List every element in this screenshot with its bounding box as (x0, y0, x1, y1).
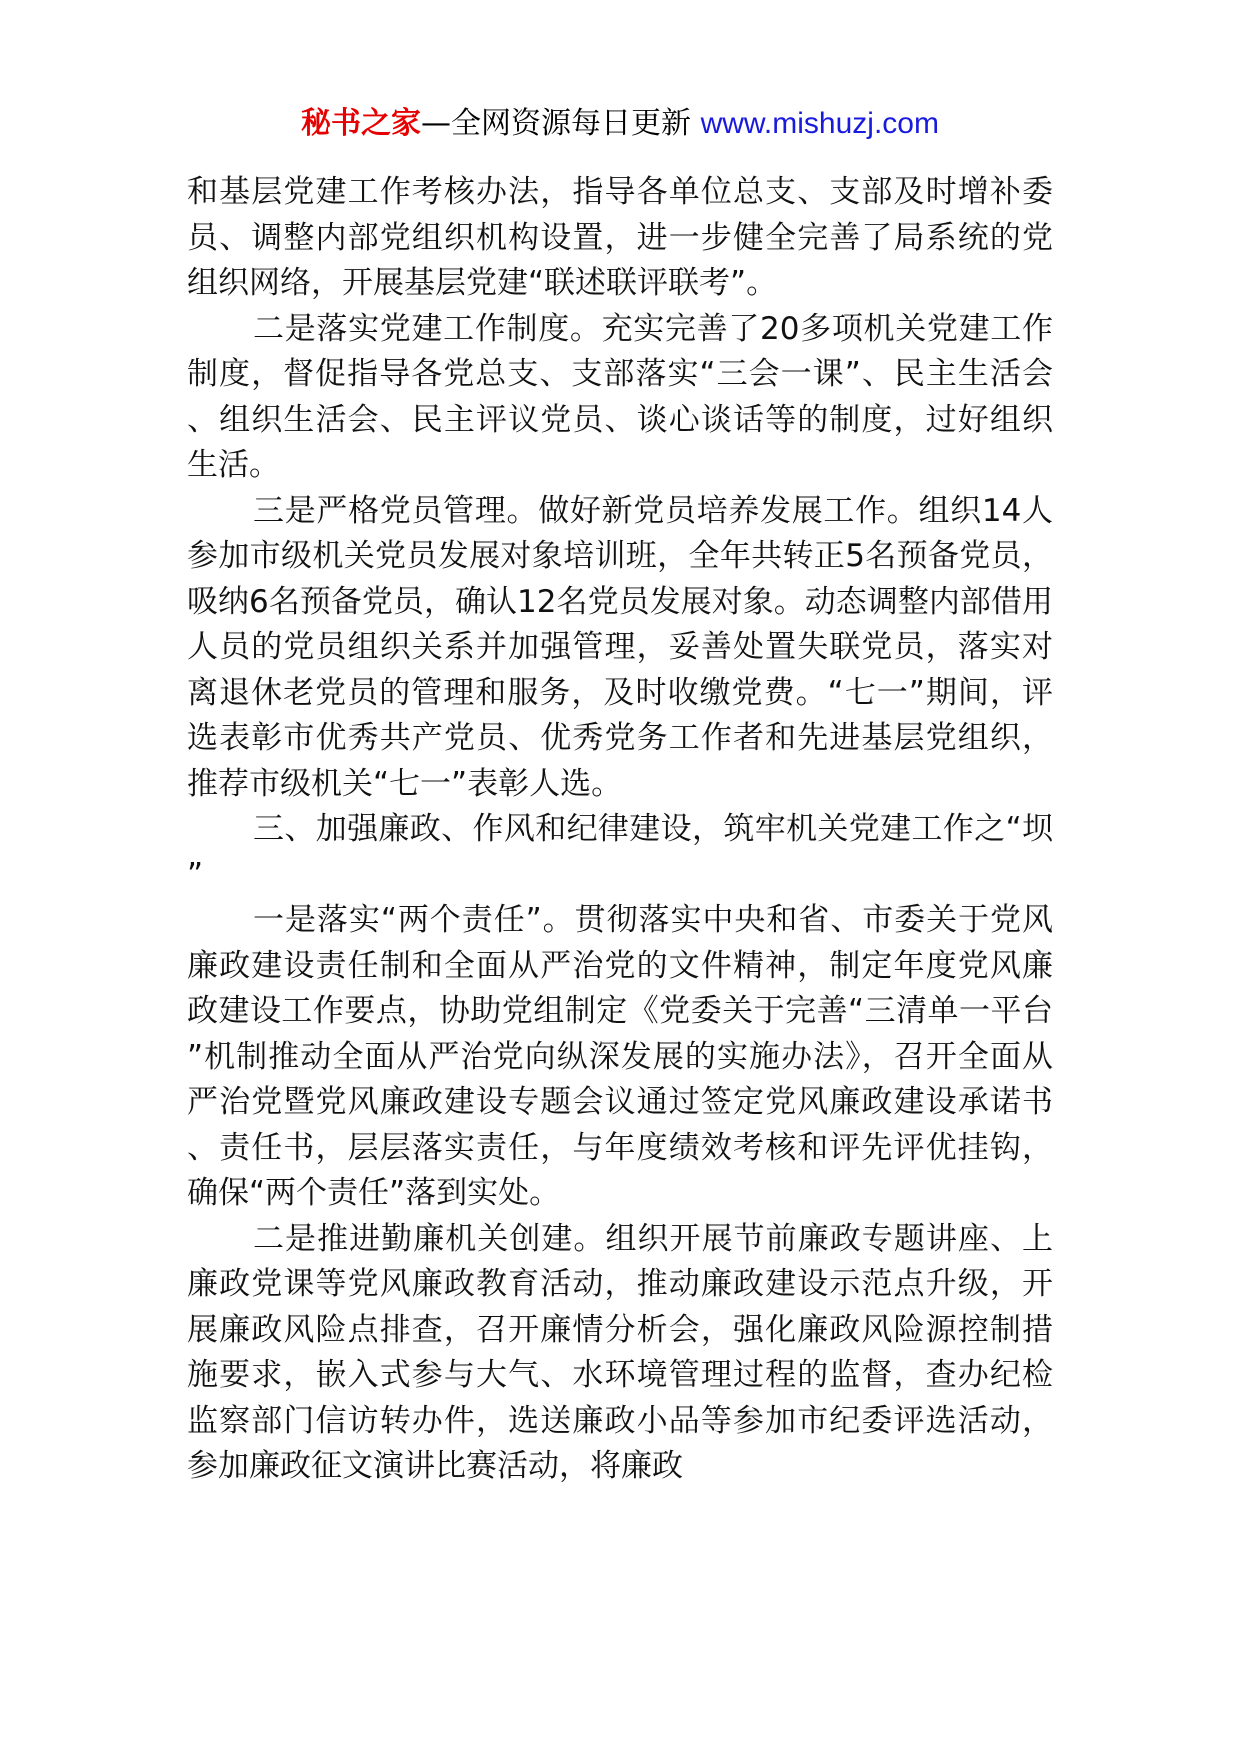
website-url[interactable]: www.mishuzj.com (700, 107, 939, 140)
paragraph-3: 三是严格党员管理。做好新党员培养发展工作。组织14人参加市级机关党员发展对象培训班，全年共转正5名预备党员，吸纳6名预备党员，确认12名党员发展对象。动态调整内部借用人员的党员组织关系并加强管理，妥善处置失联党员，落实对离退休老党员的管理和服务，及时收缴党费。“七一”期间，评选表彰市优秀共产党员、优秀党务工作者和先进基层党组织，推荐市级机关“七一”表彰人选。 (187, 492, 1053, 802)
paragraph-5: 二是推进勤廉机关创建。组织开展节前廉政专题讲座、上廉政党课等党风廉政教育活动，推动廉政建设示范点升级，开展廉政风险点排查，召开廉情分析会，强化廉政风险源控制措施要求，嵌入式参与大气、水环境管理过程的监督，查办纪检监察部门信访转办件，选送廉政小品等参加市纪委评选活动，参加廉政征文演讲比赛活动，将廉政 (187, 1220, 1053, 1484)
brand-name: 秘书之家 (301, 106, 422, 141)
document-body (187, 170, 1053, 1490)
header-tagline: —全网资源每日更新 (421, 106, 701, 141)
section-heading: 三、加强廉政、作风和纪律建设，筑牢机关党建工作之“坝” (187, 811, 1053, 893)
paragraph-4: 一是落实“两个责任”。贯彻落实中央和省、市委关于党风廉政建设责任制和全面从严治党的文件精神，制定年度党风廉政建设工作要点，协助党组制定《党委关于完善“三清单一平台”机制推动全面从严治党向纵深发展的实施办法》，召开全面从严治党暨党风廉政建设专题会议通过签定党风廉政建设承诺书、责任书，层层落实责任，与年度绩效考核和评先评优挂钩，确保“两个责任”落到实处。 (187, 902, 1053, 1211)
page-header (0, 102, 1240, 146)
paragraph-1: 和基层党建工作考核办法，指导各单位总支、支部及时增补委员、调整内部党组织机构设置，进一步健全完善了局系统的党组织网络，开展基层党建“联述联评联考”。 (187, 174, 1053, 301)
paragraph-2: 二是落实党建工作制度。充实完善了20多项机关党建工作制度，督促指导各党总支、支部落实“三会一课”、民主生活会、组织生活会、民主评议党员、谈心谈话等的制度，过好组织生活。 (187, 310, 1053, 483)
